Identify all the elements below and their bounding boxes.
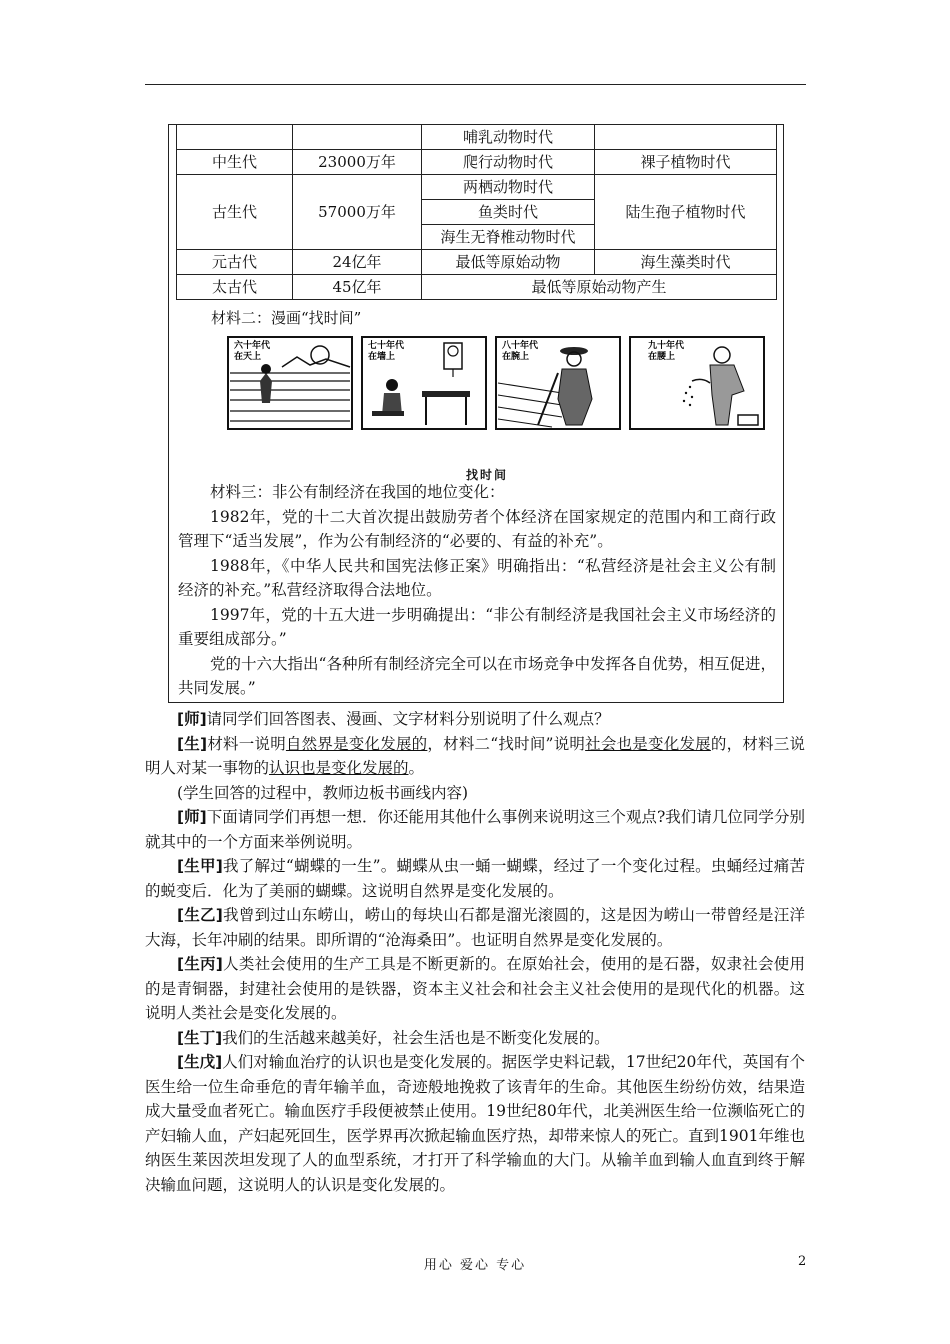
panel-label: 九十年代 (648, 341, 685, 351)
underlined-point: 认识也是变化发展的 (269, 759, 409, 777)
table-cell: 陆生孢子植物时代 (595, 175, 777, 250)
table-cell: 45亿年 (293, 275, 422, 300)
footer-motto: 用心 爱心 专心 (423, 1258, 527, 1273)
table-cell: 爬行动物时代 (422, 150, 595, 175)
dialogue-paragraph (145, 854, 805, 903)
table-cell: 57000万年 (293, 175, 422, 250)
material3-paragraph: 1997年，党的十五大进一步明确提出：“非公有制经济是我国社会主义市场经济的重要组成部分。” (178, 605, 776, 648)
speaker-role: [师] (177, 710, 207, 728)
table-cell: 中生代 (177, 150, 293, 175)
table-cell: 24亿年 (293, 250, 422, 275)
speech-text: 我了解过“蝴蝶的一生”。蝴蝶从虫一蛹一蝴蝶，经过了一个变化过程。虫蛹经过痛苦的蜕变后．化为了美丽的蝴蝶。这说明自然界是变化发展的。 (145, 857, 805, 900)
material3-paragraph: 1988年，《中华人民共和国宪法修正案》明确指出：“私营经济是社会主义公有制经济的补充。”私营经济取得合法地位。 (178, 556, 776, 599)
table-cell: 海生藻类时代 (595, 250, 777, 275)
material2-label: 材料二：漫画“找时间” (211, 309, 362, 327)
speech-text: 。 (408, 759, 425, 777)
speech-text: 人们对输血治疗的认识也是变化发展的。据医学史料记载，17世纪20年代，英国有个医生给一位生命垂危的青年输羊血，奇迹般地挽救了该青年的生命。其他医生纷纷仿效，结果造成大量受血者死亡。输血医疗手段便被禁止使用。19世纪80年代，北美洲医生给一位濒临死亡的产妇输人血，产妇起死回生，医学界再次掀起输血医疗热，却带来惊人的死亡。直到1901年维也纳医生莱因茨坦发现了人的血型系统，才打开了科学输血的大门。从输羊血到输人血直到终于解决输血问题，这说明人的认识是变化发展的。 (145, 1053, 805, 1194)
speech-text: 我曾到过山东崂山，崂山的每块山石都是溜光滚圆的，这是因为崂山一带曾经是汪洋大海，长年冲刷的结果。即所谓的“沧海桑田”。也证明自然界是变化发展的。 (145, 906, 805, 949)
speech-text: 请同学们回答图表、漫画、文字材料分别说明了什么观点？ (206, 710, 610, 728)
table-row (177, 150, 777, 175)
speaker-role: [生] (177, 734, 208, 753)
table-row (177, 175, 777, 200)
comic-panel-4 (630, 337, 764, 429)
geologic-era-table (176, 124, 777, 300)
table-cell (293, 125, 422, 150)
page-number: 2 (798, 1254, 807, 1269)
table-cell: 古生代 (177, 175, 293, 250)
speech-text: 的，材料三说明人对某一事物的 (145, 734, 805, 777)
material3-block (178, 480, 776, 701)
panel-label: 七十年代 (368, 341, 405, 351)
speaker-role: [生甲] (177, 857, 223, 875)
comic-panel-2 (362, 337, 486, 429)
table-cell: 最低等原始动物产生 (422, 275, 777, 300)
speaker-role: [生乙] (177, 906, 223, 924)
speech-text: 下面请同学们再想一想．你还能用其他什么事例来说明这三个观点?我们请几位同学分别就其中的一个方面来举例说明。 (145, 808, 805, 851)
material3-paragraph: 1982年，党的十二大首次提出鼓励劳者个体经济在国家规定的范围内和工商行政管理下“适当发展”，作为公有制经济的“必要的、有益的补充”。 (178, 507, 776, 550)
table-cell: 太古代 (177, 275, 293, 300)
dialogue-note: (学生回答的过程中，教师边板书画线内容) (177, 783, 469, 802)
header-rule (145, 84, 806, 85)
material3-paragraph: 党的十六大指出“各种所有制经济完全可以在市场竞争中发挥各自优势，相互促进，共同发展。” (178, 654, 776, 697)
table-row (177, 275, 777, 300)
table-row (177, 250, 777, 275)
speaker-role: [生丙] (177, 955, 223, 973)
speaker-role: [生丁] (177, 1028, 223, 1047)
comic-caption: 找时间 (466, 468, 509, 482)
speech-text: ，材料二“找时间”说明 (427, 734, 586, 753)
panel-label: 八十年代 (502, 341, 539, 351)
speech-text: 材料一说明 (207, 734, 286, 753)
material3-title: 材料三：非公有制经济在我国的地位变化： (210, 483, 505, 501)
table-cell: 23000万年 (293, 150, 422, 175)
panel-label: 在腰上 (648, 352, 676, 362)
dialogue-paragraph (145, 707, 805, 732)
comic-panel-3 (496, 337, 620, 429)
speaker-role: [师] (177, 808, 207, 826)
dialogue-paragraph (145, 732, 805, 781)
table-cell (595, 125, 777, 150)
dialogue-paragraph (145, 903, 805, 952)
dialogue-paragraph (145, 1026, 805, 1051)
table-cell: 哺乳动物时代 (422, 125, 595, 150)
panel-label: 六十年代 (234, 341, 271, 351)
underlined-point: 社会也是变化发展 (585, 734, 711, 753)
table-cell: 两栖动物时代 (422, 175, 595, 200)
table-cell: 裸子植物时代 (595, 150, 777, 175)
dialogue-paragraph (145, 952, 805, 1026)
underlined-point: 自然界是变化发展的 (285, 734, 428, 753)
table-cell (177, 125, 293, 150)
speech-text: 我们的生活越来越美好，社会生活也是不断变化发展的。 (222, 1028, 610, 1047)
comic-panel-1 (228, 337, 352, 429)
dialogue-block (145, 707, 805, 1197)
table-cell: 海生无脊椎动物时代 (422, 225, 595, 250)
speaker-role: [生戊] (177, 1053, 223, 1071)
panel-label: 在腕上 (502, 352, 530, 362)
table-row (177, 125, 777, 150)
panel-label: 在墙上 (368, 352, 396, 362)
table-cell: 鱼类时代 (422, 200, 595, 225)
table-cell: 最低等原始动物 (422, 250, 595, 275)
dialogue-paragraph (145, 1050, 805, 1197)
dialogue-paragraph (145, 805, 805, 854)
table-cell: 元古代 (177, 250, 293, 275)
speech-text: 人类社会使用的生产工具是不断更新的。在原始社会，使用的是石器，奴隶社会使用的是青铜器，封建社会使用的是铁器，资本主义社会和社会主义社会使用的是现代化的机器。这说明人类社会是变化发展的。 (145, 955, 805, 1022)
comic-find-time (222, 333, 770, 460)
panel-label: 在天上 (234, 352, 262, 362)
